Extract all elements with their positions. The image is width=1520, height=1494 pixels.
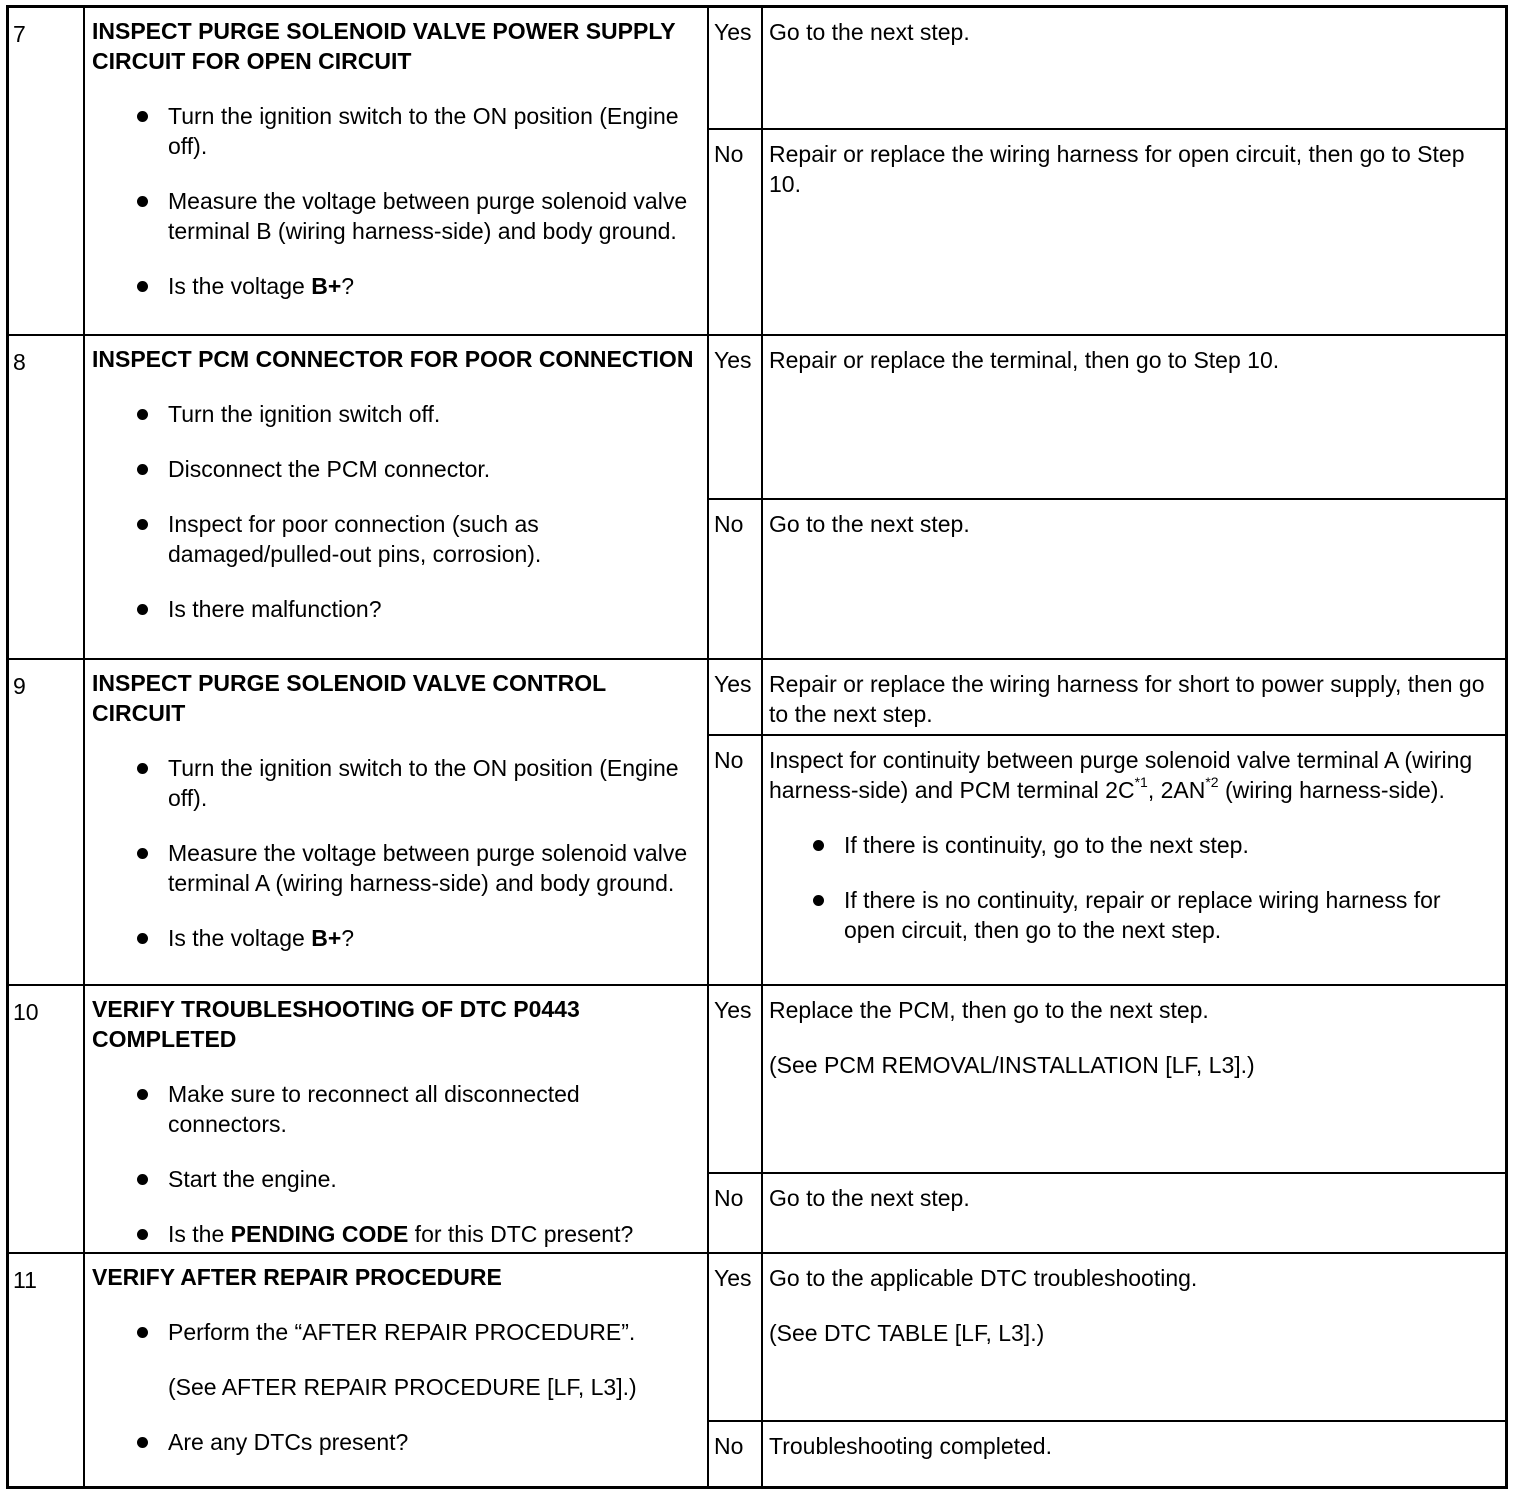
procedure-item: Disconnect the PCM connector. [92,454,699,484]
yes-label: Yes [709,1254,763,1420]
procedure-item: Measure the voltage between purge solenoid valve terminal A (wiring harness-side) and body ground. [92,838,699,898]
bullet-icon [137,933,148,944]
voltage-value: B+ [311,925,342,951]
no-label: No [709,1422,763,1486]
answer-yes [709,660,1505,734]
yes-label: Yes [709,336,763,498]
yes-action: Go to the next step. [769,19,970,45]
answer-yes [709,986,1505,1172]
no-label: No [709,1174,763,1252]
step-title: VERIFY AFTER REPAIR PROCEDURE [92,1264,502,1290]
step-title: VERIFY TROUBLESHOOTING OF DTC P0443 COMPLETED [92,996,580,1052]
reference-note: (See DTC TABLE [LF, L3].) [769,1320,1045,1346]
procedure-list [92,399,699,624]
bullet-icon [137,409,148,420]
step-row-11 [9,1252,1505,1486]
yes-label: Yes [709,8,763,128]
troubleshooting-table [6,5,1508,1489]
no-label: No [709,130,763,334]
bullet-icon [813,895,824,906]
no-action: Inspect for continuity between purge solenoid valve terminal A (wiring harness-side) and PCM terminal $2C^{*1}$, 2AN$^{*2}$ (wiring harness-side). If there is continuity, go to the next step. If there is no continuity, repair or replace wiring harness for open circuit, then go to the next step. [763,736,1505,984]
reference-note: (See PCM REMOVAL/INSTALLATION [LF, L3].) [769,1052,1255,1078]
no-label: No [709,500,763,658]
yes-action: Repair or replace the terminal, then go to Step 10. [769,347,1280,373]
procedure-item: Perform the “AFTER REPAIR PROCEDURE”. (See AFTER REPAIR PROCEDURE [LF, L3].) [92,1317,699,1402]
no-action: Go to the next step. [769,511,970,537]
procedure-list [92,1079,699,1249]
answer-no [709,1420,1505,1486]
yes-label: Yes [709,660,763,734]
bullet-icon [137,1327,148,1338]
step-title: INSPECT PURGE SOLENOID VALVE CONTROL CIRCUIT [92,670,606,726]
answer-yes [709,8,1505,128]
answer-no [709,1172,1505,1252]
answer-no [709,734,1505,984]
procedure-question: Is there malfunction? [92,594,699,624]
procedure-question: Is the PENDING CODE for this DTC present? [92,1219,699,1249]
answer-no [709,128,1505,334]
procedure-question: Are any DTCs present? [92,1427,699,1457]
procedure-list [92,753,699,953]
bullet-icon [137,519,148,530]
no-label: No [709,736,763,984]
yes-label: Yes [709,986,763,1172]
step-procedure [85,660,709,984]
bullet-icon [137,196,148,207]
bullet-icon [813,840,824,851]
no-action: Go to the next step. [769,1185,970,1211]
bullet-icon [137,1174,148,1185]
no-action: Troubleshooting completed. [769,1433,1052,1459]
answer-yes [709,336,1505,498]
step-procedure [85,336,709,658]
bullet-icon [137,111,148,122]
procedure-list [92,1317,699,1457]
step-procedure [85,1254,709,1486]
yes-action: Repair or replace the wiring harness for short to power supply, then go to the next step. [769,671,1485,727]
bullet-icon [137,1089,148,1100]
answer-yes [709,1254,1505,1420]
step-procedure [85,8,709,334]
step-row-10 [9,984,1505,1252]
bullet-icon [137,604,148,615]
procedure-item: Turn the ignition switch to the ON position (Engine off). [92,753,699,813]
bullet-icon [137,763,148,774]
procedure-question: Is the voltage B+? [92,923,699,953]
procedure-item: Measure the voltage between purge solenoid valve terminal B (wiring harness-side) and body ground. [92,186,699,246]
step-row-8 [9,334,1505,658]
procedure-item: Make sure to reconnect all disconnected connectors. [92,1079,699,1139]
step-number: 11 [9,1254,85,1486]
step-number: 7 [9,8,85,334]
bullet-icon [137,281,148,292]
procedure-question: Is the voltage B+? [92,271,699,301]
pending-code-label: PENDING CODE [230,1221,409,1247]
reference-note: (See AFTER REPAIR PROCEDURE [LF, L3].) [168,1374,637,1400]
procedure-item: Turn the ignition switch to the ON position (Engine off). [92,101,699,161]
step-number: 10 [9,986,85,1252]
step-number: 9 [9,660,85,984]
voltage-value: B+ [311,273,342,299]
step-number: 8 [9,336,85,658]
bullet-icon [137,1229,148,1240]
no-action-item: If there is no continuity, repair or replace wiring harness for open circuit, then go to the next step. [769,885,1495,945]
procedure-list [92,101,699,301]
step-row-7 [9,8,1505,334]
bullet-icon [137,464,148,475]
procedure-item: Start the engine. [92,1164,699,1194]
no-action-list [769,830,1495,945]
yes-action: Go to the applicable DTC troubleshooting. (See DTC TABLE [LF, L3].) [763,1254,1505,1420]
yes-action: Replace the PCM, then go to the next step. (See PCM REMOVAL/INSTALLATION [LF, L3].) [763,986,1505,1172]
bullet-icon [137,848,148,859]
step-row-9 [9,658,1505,984]
step-title: INSPECT PCM CONNECTOR FOR POOR CONNECTION [92,346,694,372]
no-action: Repair or replace the wiring harness for open circuit, then go to Step 10. [769,141,1465,197]
procedure-item: Turn the ignition switch off. [92,399,699,429]
step-procedure [85,986,709,1252]
bullet-icon [137,1437,148,1448]
no-action-item: If there is continuity, go to the next step. [769,830,1495,860]
step-title: INSPECT PURGE SOLENOID VALVE POWER SUPPLY CIRCUIT FOR OPEN CIRCUIT [92,18,676,74]
answer-no [709,498,1505,658]
procedure-item: Inspect for poor connection (such as damaged/pulled-out pins, corrosion). [92,509,699,569]
